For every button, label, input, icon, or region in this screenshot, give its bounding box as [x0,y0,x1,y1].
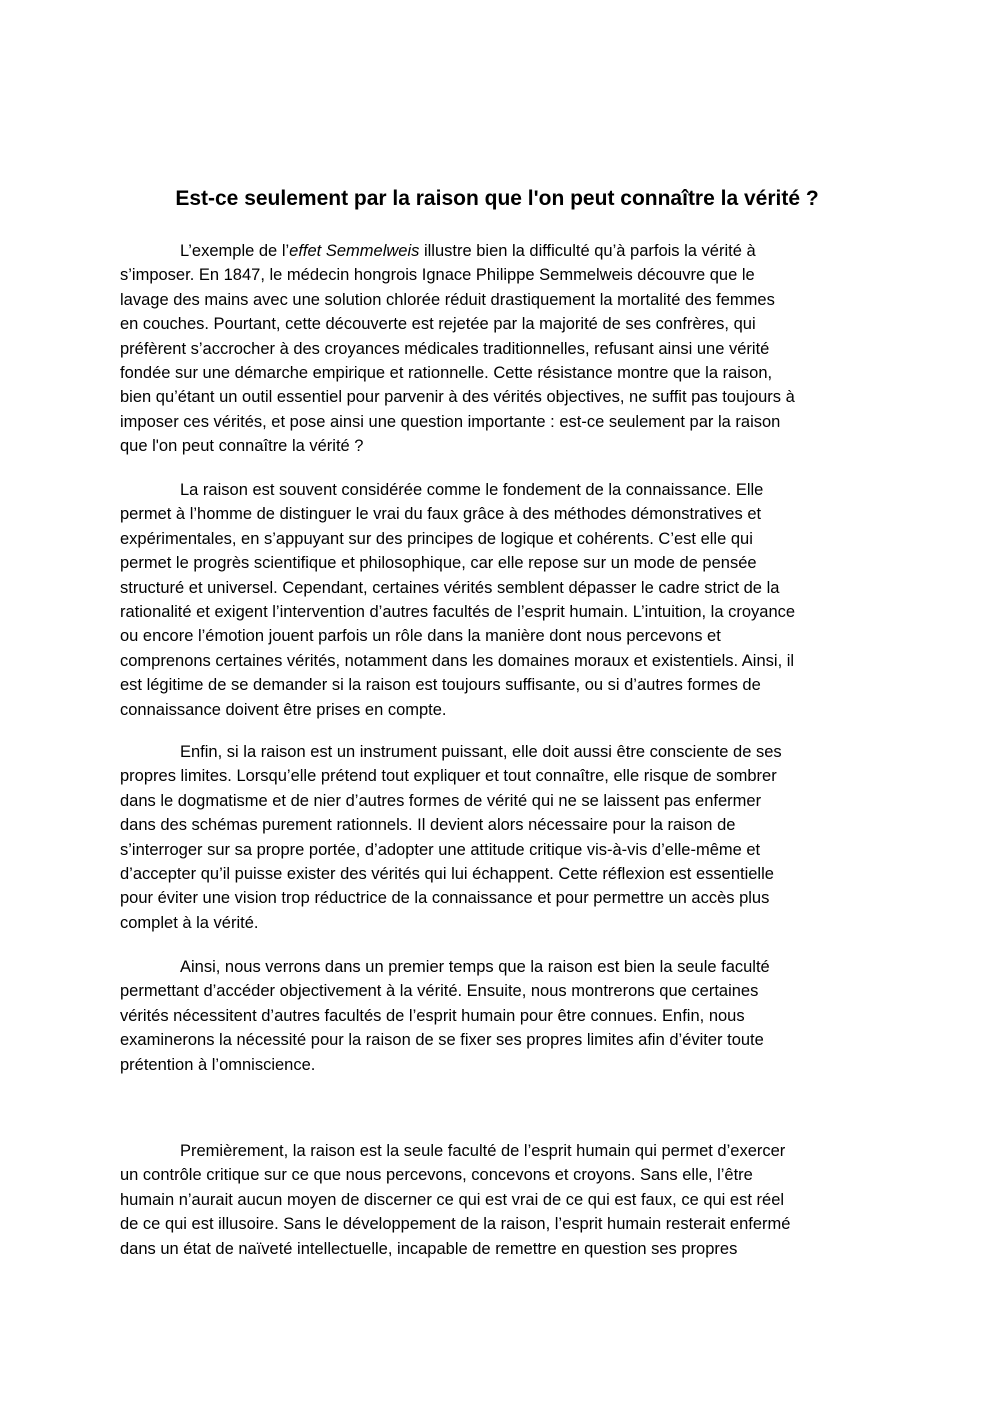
paragraph-line: comprenons certaines vérités, notamment dans les domaines moraux et existentiels. Ainsi, il [120,651,795,670]
paragraph-line: La raison est souvent considérée comme le fondement de la connaissance. Elle [180,481,764,499]
paragraph-line: humain n’aurait aucun moyen de discerner ce qui est vrai de ce qui est faux, ce qui est réel [120,1190,785,1209]
paragraph-line: rationalité et exigent l’intervention d’autres facultés de l’esprit humain. L’intuition, la croyance [120,602,796,621]
paragraph-line: pour éviter une vision trop réductrice de la connaissance et pour permettre un accès plus [120,889,770,908]
paragraph-line: permet à l’homme de distinguer le vrai du faux grâce à des méthodes démonstratives et [120,505,762,524]
paragraph-line: d’accepter qu’il puisse exister des vérités qui lui échappent. Cette réflexion est essentielle [120,864,774,883]
paragraph-limits [120,740,876,935]
italic-term: effet Semmelweis [289,242,420,260]
paragraph-line: s’interroger sur sa propre portée, d’adopter une attitude critique vis-à-vis d’elle-même et [120,840,761,859]
paragraph-line: Enfin, si la raison est un instrument puissant, elle doit aussi être consciente de ses [180,743,782,761]
text-run: illustre bien la difficulté qu’à parfois la vérité à [419,242,756,260]
paragraph-line: propres limites. Lorsqu’elle prétend tout expliquer et tout connaître, elle risque de sombrer [120,767,777,786]
paragraph-line: vérités nécessitent d’autres facultés de l’esprit humain pour être connues. Enfin, nous [120,1006,745,1025]
paragraph-line: ou encore l’émotion jouent parfois un rôle dans la manière dont nous percevons et [120,627,721,646]
paragraph-line: en couches. Pourtant, cette découverte est rejetée par la majorité de ses confrères, qui [120,315,756,334]
paragraph-line [120,239,876,263]
paragraph-line: bien qu’étant un outil essentiel pour parvenir à des vérités objectives, ne suffit pas toujours à [120,388,795,407]
paragraph-plan [120,955,876,1077]
paragraph-line: examinerons la nécessité pour la raison de se fixer ses propres limites afin d’éviter toute [120,1031,764,1050]
paragraph-line: permet le progrès scientifique et philosophique, car elle repose sur un mode de pensée [120,554,757,573]
paragraph-reason [120,478,876,722]
paragraph-line: dans un état de naïveté intellectuelle, incapable de remettre en question ses propres [120,1239,738,1258]
paragraph-line: permettant d’accéder objectivement à la vérité. Ensuite, nous montrerons que certaines [120,982,759,1001]
text-run: L’exemple de l’ [180,242,290,260]
paragraph-line: préfèrent s’accrocher à des croyances médicales traditionnelles, refusant ainsi une vérité [120,339,770,358]
paragraph-line: s’imposer. En 1847, le médecin hongrois Ignace Philippe Semmelweis découvre que le [120,266,755,285]
paragraph-line: imposer ces vérités, et pose ainsi une question importante : est-ce seulement par la raison [120,412,781,431]
paragraph-line: fondée sur une démarche empirique et rationnelle. Cette résistance montre que la raison, [120,363,773,382]
paragraph-line: un contrôle critique sur ce que nous percevons, concevons et croyons. Sans elle, l’être [120,1166,753,1185]
paragraph-line: est légitime de se demander si la raison est toujours suffisante, ou si d’autres formes de [120,676,761,695]
paragraph-line: lavage des mains avec une solution chlorée réduit drastiquement la mortalité des femmes [120,290,775,309]
paragraph-line: dans des schémas purement rationnels. Il devient alors nécessaire pour la raison de [120,816,736,835]
paragraph-line: expérimentales, en s’appuyant sur des principes de logique et cohérents. C’est elle qui [120,529,753,548]
paragraph-intro [120,239,876,459]
paragraph-line: Premièrement, la raison est la seule faculté de l’esprit humain qui permet d’exercer [180,1142,786,1160]
paragraph-line: de ce qui est illusoire. Sans le développement de la raison, l’esprit humain resterait enfermé [120,1215,791,1234]
paragraph-line: prétention à l’omniscience. [120,1055,316,1074]
paragraph-line: que l'on peut connaître la vérité ? [120,437,364,456]
paragraph-line: dans le dogmatisme et de nier d’autres formes de vérité qui ne se laissent pas enfermer [120,791,762,810]
paragraph-line: complet à la vérité. [120,913,259,932]
paragraph-line: structuré et universel. Cependant, certaines vérités semblent dépasser le cadre strict de la [120,578,780,597]
paragraph-line: Ainsi, nous verrons dans un premier temps que la raison est bien la seule faculté [180,958,770,976]
paragraph-first-part [120,1139,876,1261]
document-title: Est-ce seulement par la raison que l'on peut connaître la vérité ? [175,187,819,210]
paragraph-line: connaissance doivent être prises en compte. [120,700,447,719]
